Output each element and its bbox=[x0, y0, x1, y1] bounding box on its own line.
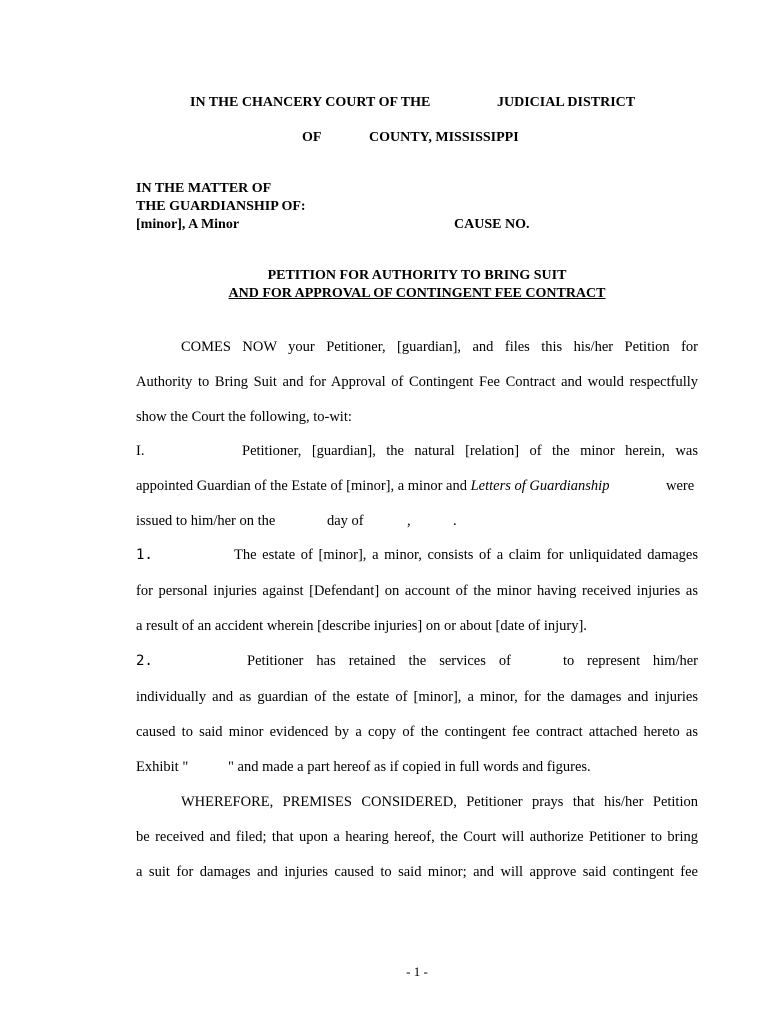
paragraph-i-line-2-end: were bbox=[666, 478, 695, 494]
document-title-line2: AND FOR APPROVAL OF CONTINGENT FEE CONTRACT bbox=[228, 286, 606, 301]
paragraph-i-line-1: Petitioner, [guardian], the natural [relation] of the minor herein, was bbox=[242, 443, 698, 459]
paragraph-i-line-2-text: appointed Guardian of the Estate of [minor], a minor and bbox=[136, 478, 467, 494]
paragraph-1-line-3: a result of an accident wherein [describe injuries] on or about [date of injury]. bbox=[136, 618, 587, 634]
exhibit-text: " and made a part hereof as if copied in full words and figures. bbox=[228, 759, 591, 775]
court-heading-right: JUDICIAL DISTRICT bbox=[497, 95, 636, 110]
paragraph-1-line-1: The estate of [minor], a minor, consists of a claim for unliquidated damages bbox=[234, 547, 698, 563]
caption-matter: IN THE MATTER OF bbox=[136, 181, 272, 196]
intro-line-3: show the Court the following, to-wit: bbox=[136, 409, 352, 425]
court-heading-left: IN THE CHANCERY COURT OF THE bbox=[190, 95, 431, 110]
intro-line-2: Authority to Bring Suit and for Approval of Contingent Fee Contract and would respectfully bbox=[136, 374, 698, 390]
paragraph-i-line-2 bbox=[136, 478, 609, 495]
county-heading-left: OF bbox=[302, 130, 322, 145]
date-period: . bbox=[453, 513, 457, 529]
wherefore-line-2: be received and filed; that upon a hearing hereof, the Court will authorize Petitioner to bring bbox=[136, 829, 698, 845]
caption-minor: [minor], A Minor bbox=[136, 217, 240, 232]
date-comma: , bbox=[407, 513, 411, 529]
issued-text: issued to him/her on the bbox=[136, 513, 276, 529]
cause-number: CAUSE NO. bbox=[454, 217, 530, 232]
exhibit-label: Exhibit " bbox=[136, 759, 189, 775]
document-title-line1: PETITION FOR AUTHORITY TO BRING SUIT bbox=[267, 268, 567, 283]
wherefore-line-3: a suit for damages and injuries caused to said minor; and will approve said contingent fee bbox=[136, 864, 698, 880]
paragraph-2-line-2: individually and as guardian of the estate of [minor], a minor, for the damages and injuries bbox=[136, 689, 698, 705]
retained-services-text: Petitioner has retained the services of bbox=[247, 653, 511, 669]
paragraph-number-1: 1. bbox=[136, 547, 153, 563]
intro-line-1: COMES NOW your Petitioner, [guardian], and files this his/her Petition for bbox=[181, 339, 698, 355]
wherefore-line-1: WHEREFORE, PREMISES CONSIDERED, Petitioner prays that his/her Petition bbox=[181, 794, 698, 810]
paragraph-2-line-3: caused to said minor evidenced by a copy of the contingent fee contract attached hereto as bbox=[136, 724, 698, 740]
page-number: - 1 - bbox=[406, 964, 428, 979]
county-heading-right: COUNTY, MISSISSIPPI bbox=[369, 130, 519, 145]
paragraph-number-i: I. bbox=[136, 443, 145, 459]
paragraph-number-2: 2. bbox=[136, 653, 153, 669]
day-of-text: day of bbox=[327, 513, 364, 529]
letters-of-guardianship: Letters of Guardianship bbox=[470, 478, 610, 494]
caption-guardianship: THE GUARDIANSHIP OF: bbox=[136, 199, 306, 214]
paragraph-1-line-2: for personal injuries against [Defendant] on account of the minor having received injuries as bbox=[136, 583, 698, 599]
represent-text: to represent him/her bbox=[563, 653, 698, 669]
